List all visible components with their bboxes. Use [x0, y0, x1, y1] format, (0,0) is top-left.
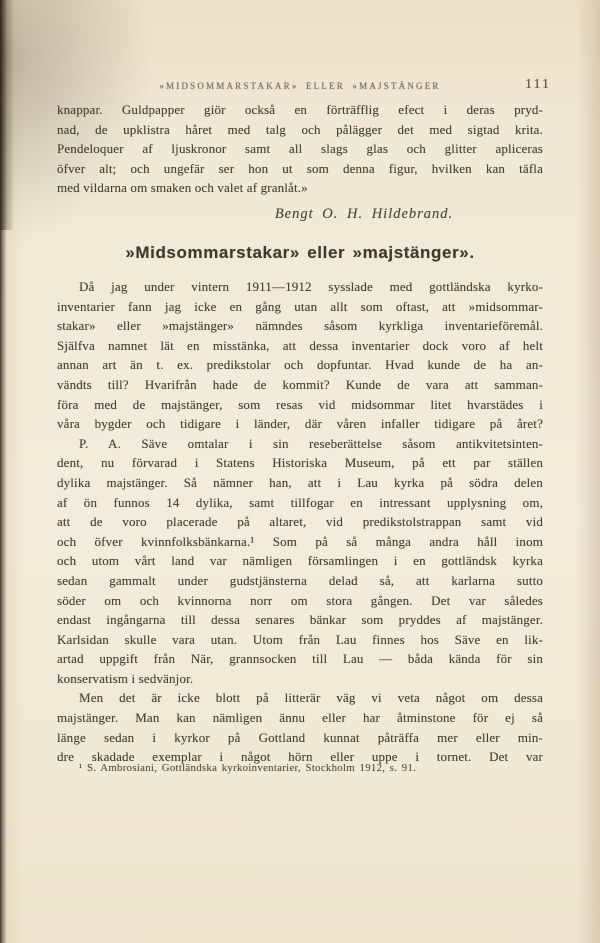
paragraph — [57, 434, 543, 689]
text-line: P. A. Säve omtalar i sin reseberättelse såsom antikvitetsinten- — [79, 435, 543, 451]
text-line: öfver alt; och ungefär ser hon ut som denna figur, hvilken kan täfla — [57, 160, 543, 176]
text-line: majstänger. Man kan nämligen ännu eller har åtminstone för ej så — [57, 710, 543, 726]
text-line: knappar. Guldpapper giör också en förträfflig efect i deras pryd- — [57, 102, 543, 117]
text-line: Pendeloquer af ljuskronor samt all slags glas och glitter apliceras — [57, 141, 543, 157]
text-line: Karlsidan skulle vara utan. Utom från Lau finnes hos Säve en lik- — [57, 631, 543, 647]
page-number: 111 — [525, 77, 551, 92]
text-line: att de voro placerade på altaret, vid predikstolstrappan samt vid — [57, 514, 543, 530]
text-line: artad uppgift från När, grannsocken till Lau — båda kända för sin — [57, 651, 543, 667]
text-line: och öfver kvinnfolksbänkarna.¹ Som på så många andra håll inom — [57, 533, 543, 549]
paragraph — [57, 277, 543, 434]
text-line: föra med de majstänger, som resas vid midsommar litet hvarstädes i — [57, 396, 543, 412]
text-line: Då jag under vintern 1911—1912 sysslade med gottländska kyrko- — [79, 279, 543, 294]
text-line: endast ingångarna till dessa senares bänkar som pryddes af majstänger. — [57, 612, 543, 628]
running-header-title: »MIDSOMMARSTAKAR» ELLER »MAJSTÄNGER — [159, 81, 441, 91]
text-line: länge sedan i kyrkor på Gottland kunnat påträffa mer eller min- — [57, 729, 543, 745]
text-line: med vildarna om smaken och valet af granlåt.» — [57, 180, 308, 196]
section-heading: »Midsommarstakar» eller »majstänger». — [125, 243, 475, 262]
signature: Bengt O. H. Hildebrand. — [274, 206, 454, 222]
text-line: nad, de upklistra håret med talg och pålägger det med sigtad krita. — [57, 121, 543, 137]
text-line: söder om och kvinnorna norr om stora gången. Det var således — [57, 592, 543, 608]
text-line: konservatism i sedvänjor. — [57, 670, 194, 686]
text-line: och utom vårt land var nämligen församlingen i en gottländsk kyrka — [57, 553, 543, 569]
text-line: annan art än t. ex. predikstolar och dopfuntar. Hvad kunde de ha an- — [57, 357, 543, 373]
paragraph — [57, 688, 543, 766]
body-text — [57, 277, 543, 767]
text-line: stakar» eller »majstänger» nämndes såsom kyrkliga inventarieföremål. — [57, 318, 543, 334]
text-line: Själfva namnet lät en misstänka, att dessa inventarier dock voro af helt — [57, 337, 543, 353]
text-line: af ön funnos 14 dylika, samt tillfogar en intressant upplysning om, — [57, 494, 543, 510]
text-line: inventarier fann jag icke en gång utan allt som oftast, att »midsommar- — [57, 298, 543, 314]
footnote: ¹ S. Ambrosiani, Gottländska kyrkoinventarier, Stockholm 1912, s. 91. — [79, 762, 417, 774]
opening-paragraph — [57, 100, 543, 198]
text-line: sedan gammalt under gudstjänsterna delad så, att karlarna sutto — [57, 572, 543, 588]
text-line: dre skadade exemplar i något hörn eller uppe i tornet. Det var — [57, 749, 543, 765]
text-line: våra bygder och tidigare i länder, där våren infaller tidigare på året? — [57, 416, 543, 432]
text-line: Men det är icke blott på litterär väg vi veta något om dessa — [79, 690, 543, 706]
text-line: dylika majstänger. Så nämner han, att i Lau kyrka på södra delen — [57, 474, 543, 490]
running-header — [57, 77, 551, 97]
text-line: vändts till? Hvarifrån hade de kommit? Kunde de vara att samman- — [57, 376, 543, 392]
text-line: dent, nu förvarad i Statens Historiska Museum, på ett par ställen — [57, 455, 543, 471]
